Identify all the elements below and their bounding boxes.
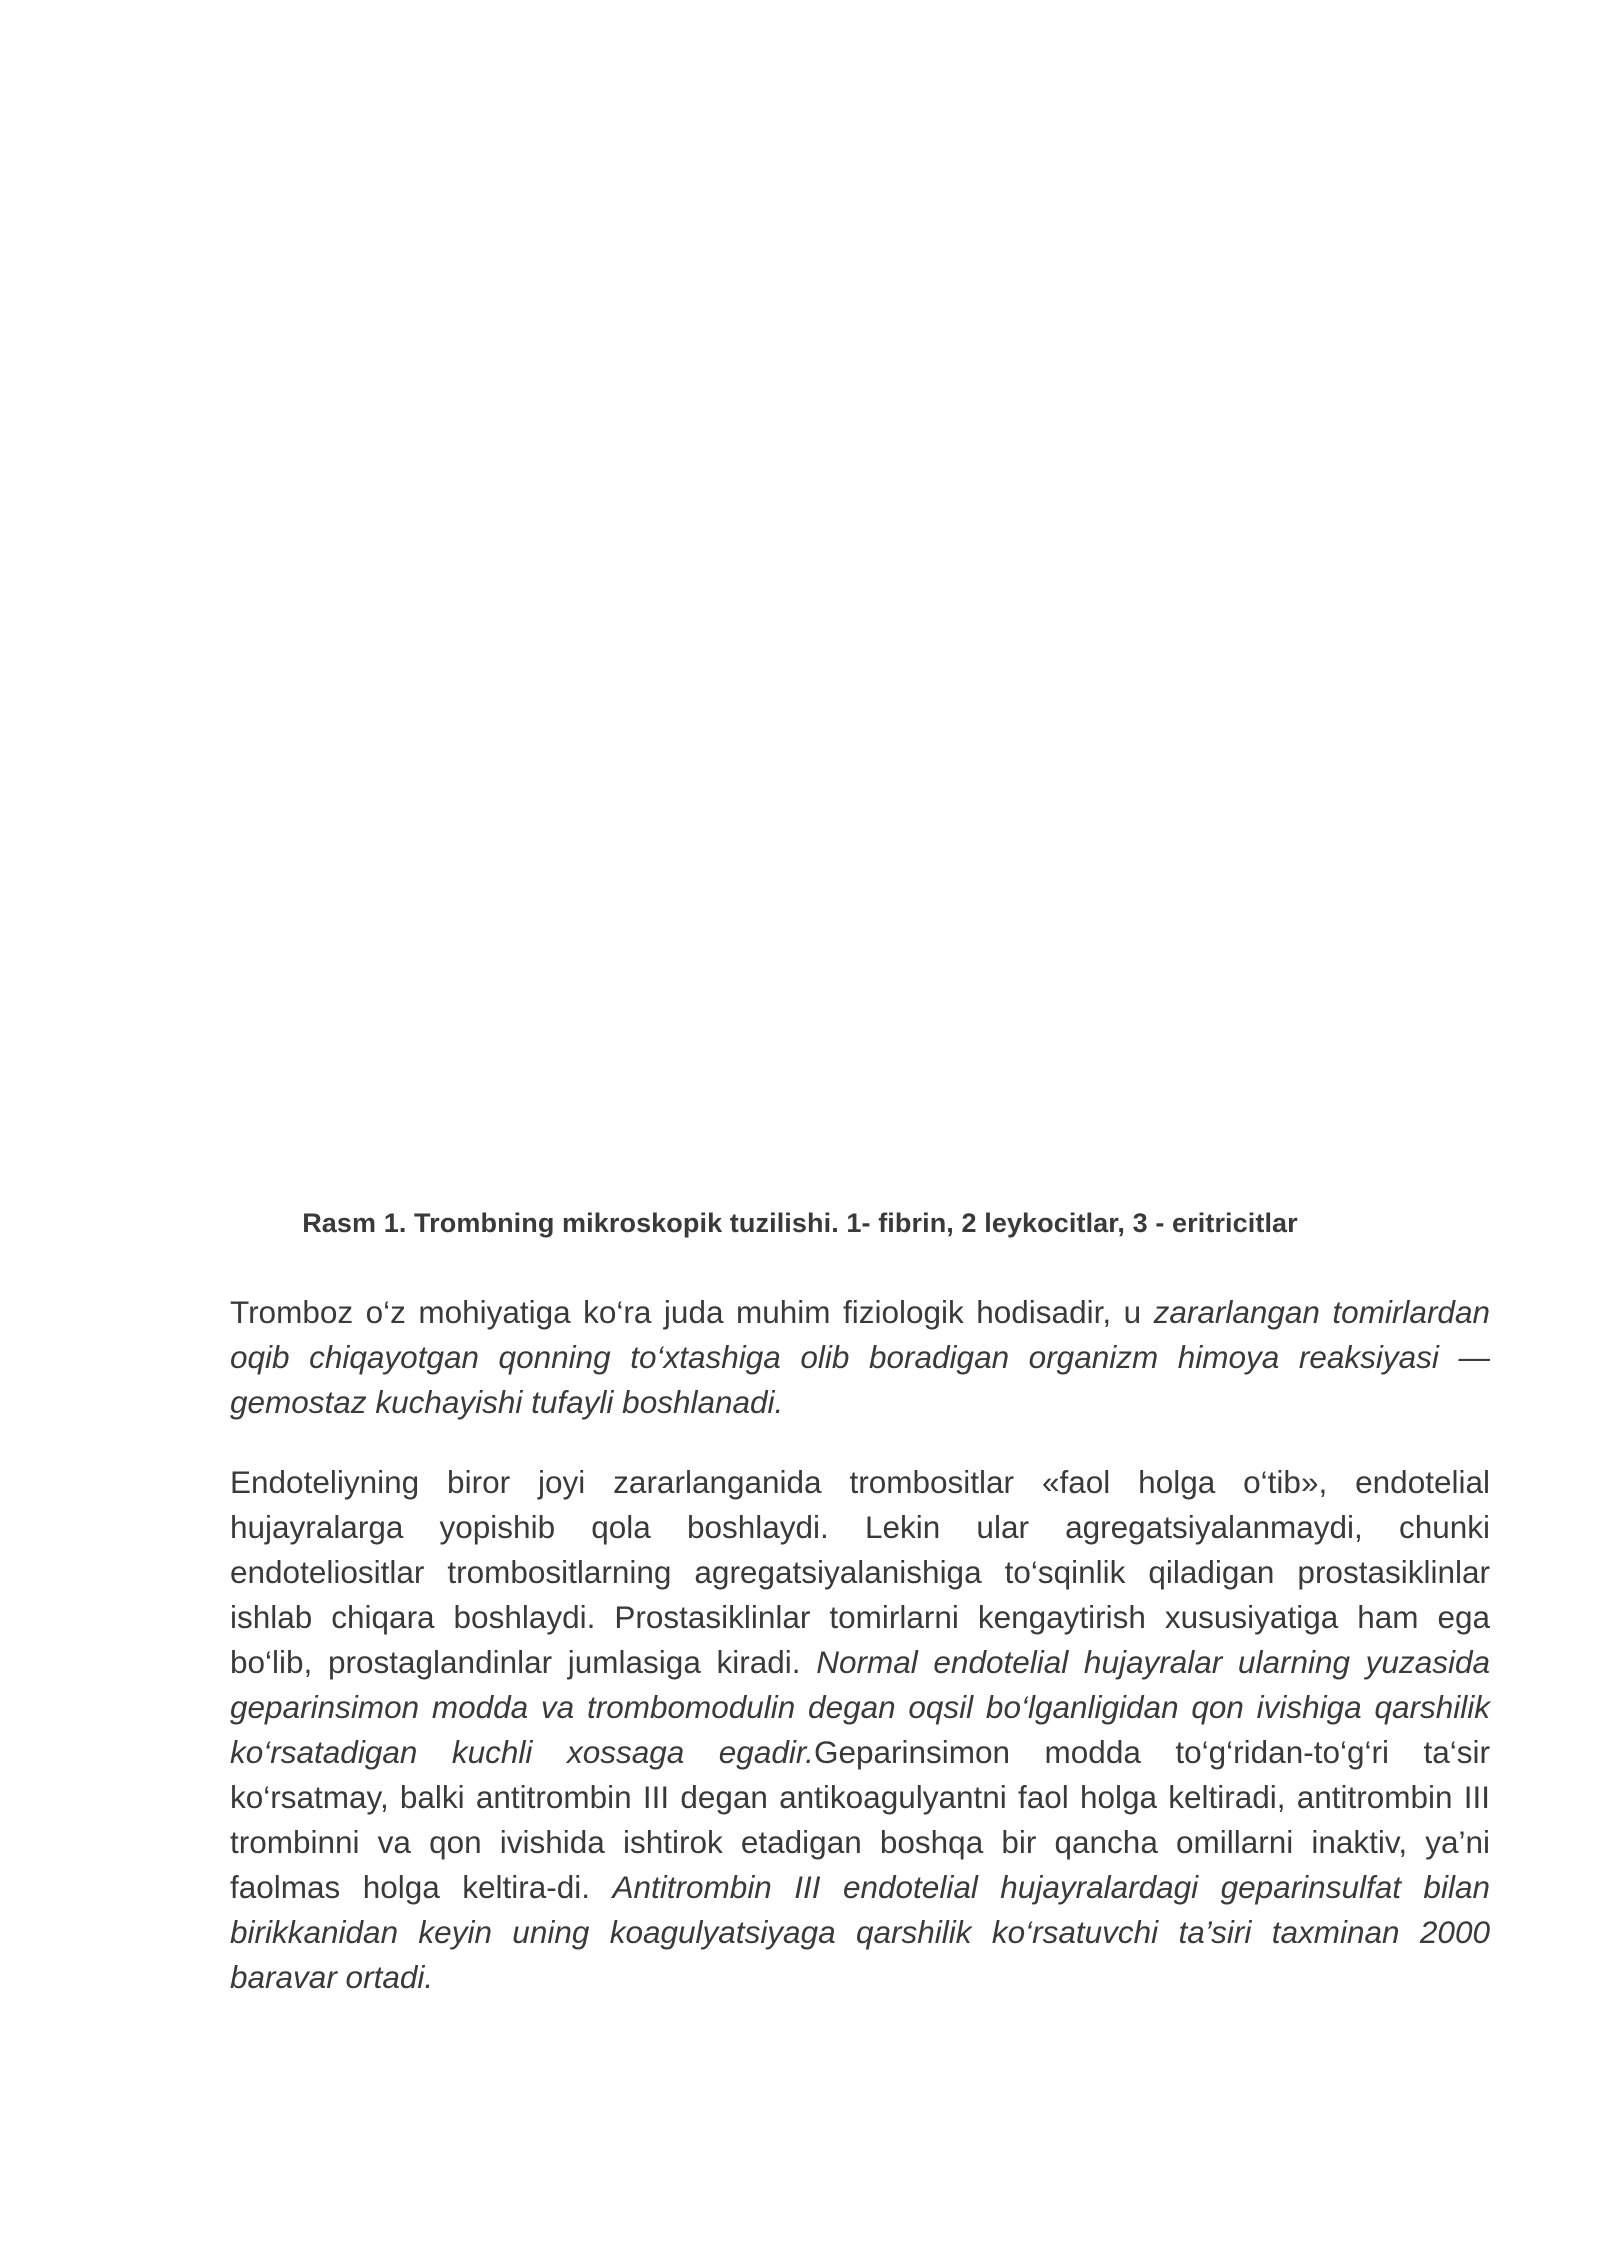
figure-caption: Rasm 1. Trombning mikroskopik tuzilishi. 1- fibrin, 2 leykocitlar, 3 - eritricitlar: [302, 1208, 1298, 1238]
paragraph-1-text: Tromboz o‘z mohiyatiga ko‘ra juda muhim fiziologik hodisadir, u: [230, 1294, 1154, 1330]
paragraph-2-italic-text-b: Antitrombin III endotelial hujayralardagi geparinsulfat bilan birikkanidan keyin uning koagulyatsiyaga qarshilik ko‘rsatuvchi ta’siri taxminan 2000 baravar ortadi.: [230, 1869, 1490, 1995]
paragraph-2: [230, 1460, 1490, 2000]
paragraph-2-text-b: Geparinsimon modda to‘g‘ridan-to‘g‘ri ta‘sir ko‘rsatmay, balki antitrombin III degan antikoagulyantni faol holga keltiradi, antitrombin III trombinni va qon ivishida ishtirok etadigan boshqa bir qancha omillarni inaktiv, ya’ni faolmas holga keltira-di.: [230, 1734, 1490, 1905]
paragraph-2-italic-text-a: Normal endotelial hujayralar ularning yuzasida geparinsimon modda va trombomodulin degan oqsil bo‘lganligidan qon ivishiga qarshilik ko‘rsatadigan kuchli xossaga egadir.: [230, 1644, 1490, 1770]
paragraph-1-italic-text: zararlangan tomirlardan oqib chiqayotgan qonning to‘xtashiga olib boradigan organizm himoya reaksiyasi — gemostaz kuchayishi tufayli boshlanadi.: [230, 1294, 1490, 1420]
figure-image-area: [230, 80, 1370, 1180]
paragraph-1: [230, 1290, 1490, 1425]
paragraph-2-text-a: Endoteliyning biror joyi zararlanganida trombositlar «faol holga o‘tib», endotelial hujayralarga yopishib qola boshlaydi. Lekin ular agregatsiyalanmaydi, chunki endoteliositlar trombositlarning agregatsiyalanishiga to‘sqinlik qiladigan prostasiklinlar ishlab chiqara boshlaydi. Prostasiklinlar tomirlarni kengaytirish xususiyatiga ham ega bo‘lib, prostaglandinlar jumlasiga kiradi.: [230, 1464, 1490, 1680]
